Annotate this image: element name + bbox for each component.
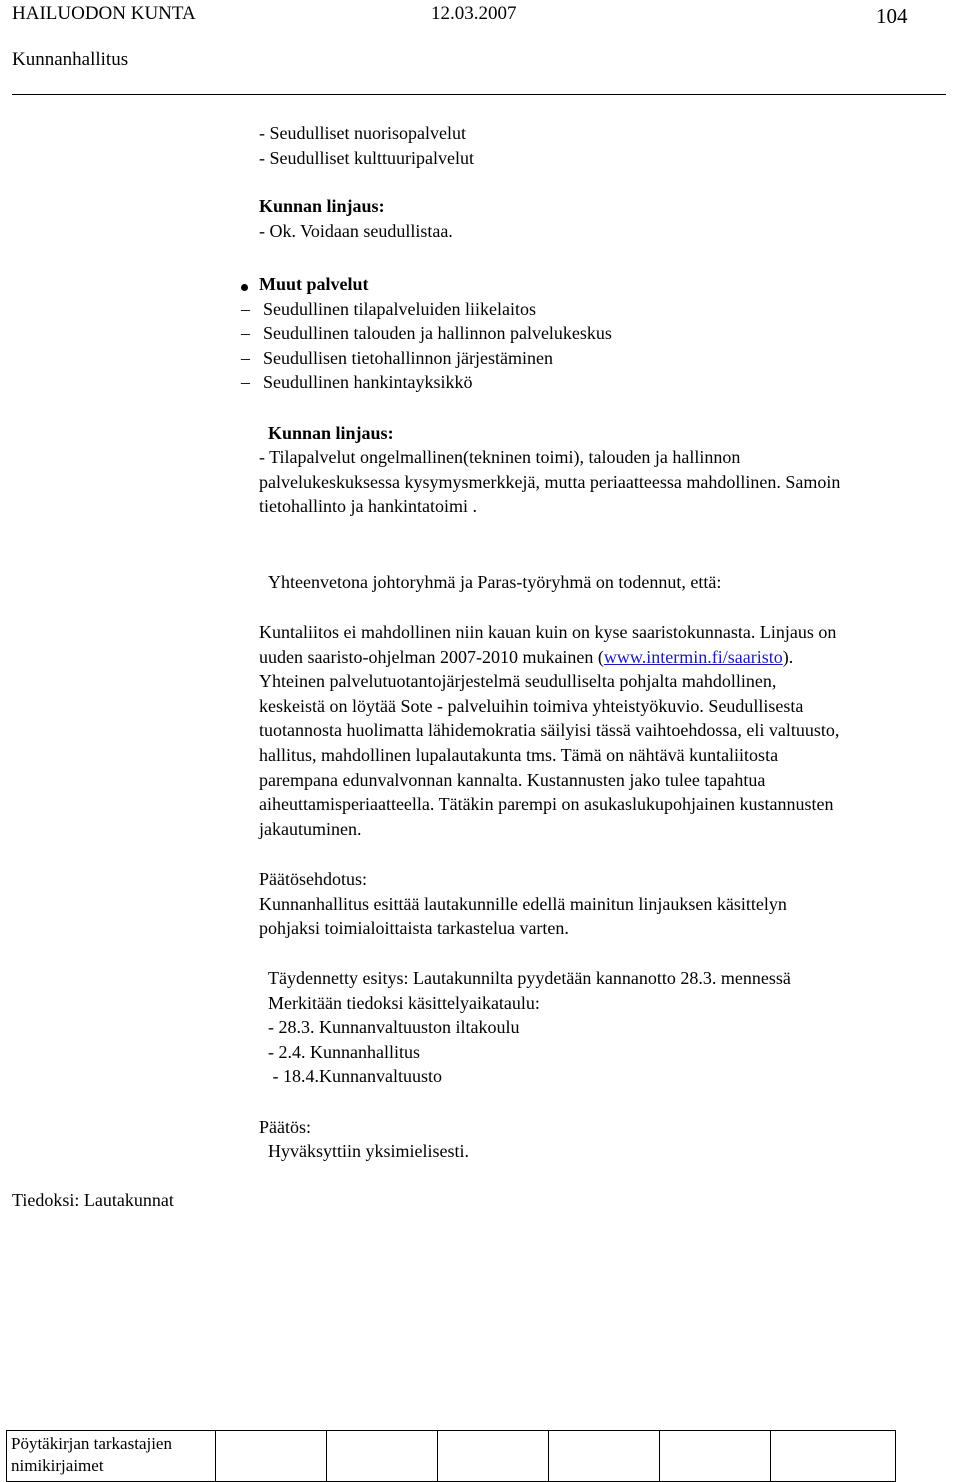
decision-text: Hyväksyttiin yksimielisesti. (268, 1141, 469, 1161)
summary-text: Kuntaliitos ei mahdollinen niin kauan kuin on kyse saaristokunnasta. Linjaus on uuden saaristo-ohjelman 2007-2010 mukainen (www.intermin.fi/saaristo). Yhteinen palvelutuotantojärjestelmä seudulliselta pohjalta mahdollinen, keskeistä on löytää Sote - palveluihin toimiva yhteistyökuvio. Seudullisesta tuotannosta huolimatta lähidemokratia säilyisi tässä vaihtoehdossa, eli valtuusto, hallitus, mahdollinen lupalautakunta tms. Tämä on nähtävä kuntaliitosta parempana edunvalvonnan kannalta. Kustannusten jako tulee tapahtua aiheuttamisperiaatteella. Tätäkin parempi on asukaslukupohjainen kustannusten jakautuminen. (259, 622, 840, 839)
list-item: - Seudulliset nuorisopalvelut (259, 123, 466, 143)
body-name: Kunnanhallitus (12, 49, 129, 70)
proposal-label: Päätösehdotus: (259, 869, 367, 889)
signature-box (771, 1431, 896, 1482)
header-rule (12, 94, 946, 95)
signature-table (6, 1430, 896, 1482)
list-item: Seudullinen tilapalveluiden liikelaitos (263, 298, 536, 319)
list-item: Seudullinen hankintayksikkö (263, 372, 473, 393)
list-item: - Seudulliset kulttuuripalvelut (259, 147, 474, 168)
section-regional-services (259, 121, 474, 243)
decision-proposal: Päätösehdotus: Kunnanhallitus esittää lautakunnille edellä mainitun linjauksen käsittelyn pohjaksi toimialoittaista tarkastelua varten. (259, 869, 787, 939)
signature-box (660, 1431, 771, 1482)
decision-label: Päätös: (259, 1117, 311, 1137)
saaristo-link[interactable]: www.intermin.fi/saaristo (603, 646, 783, 667)
signature-box (438, 1431, 549, 1482)
policy-text: - Ok. Voidaan seudullistaa. (259, 220, 453, 241)
dash-icon: – (241, 372, 250, 393)
policy-label: Kunnan linjaus: (259, 196, 385, 217)
dash-icon: – (241, 323, 250, 344)
list-item: Seudullinen talouden ja hallinnon palvelukeskus (263, 323, 612, 344)
signature-label: Pöytäkirjan tarkastajien nimikirjaimet (7, 1431, 216, 1482)
list-item: Seudullisen tietohallinnon järjestäminen (263, 347, 553, 368)
section-title: Muut palvelut (259, 274, 369, 294)
meeting-date: 12.03.2007 (431, 3, 517, 24)
page-number: 104 (876, 4, 908, 28)
signature-box (549, 1431, 660, 1482)
policy-label: Kunnan linjaus: (268, 423, 394, 443)
municipality-name: HAILUODON KUNTA (12, 3, 196, 24)
signature-box (327, 1431, 438, 1482)
supplemented-proposal: Täydennetty esitys: Lautakunnilta pyydetään kannanotto 28.3. mennessä Merkitään tiedoksi käsittelyaikataulu: - 28.3. Kunnanvaltuuston iltakoulu - 2.4. Kunnanhallitus - 18.4.Kunnanvaltuusto (268, 968, 791, 1087)
dash-icon: – (241, 298, 250, 319)
dash-icon: – (241, 347, 250, 368)
section-other-services (241, 272, 612, 395)
distribution: Tiedoksi: Lautakunnat (12, 1190, 174, 1210)
summary-intro: Yhteenvetona johtoryhmä ja Paras-työryhmä on todennut, että: (268, 572, 722, 592)
signature-box (216, 1431, 327, 1482)
policy-text: - Tilapalvelut ongelmallinen(tekninen toimi), talouden ja hallinnon palvelukeskuksessa kysymysmerkkejä, mutta periaatteessa mahdollinen. Samoin tietohallinto ja hankintatoimi . (259, 447, 841, 517)
